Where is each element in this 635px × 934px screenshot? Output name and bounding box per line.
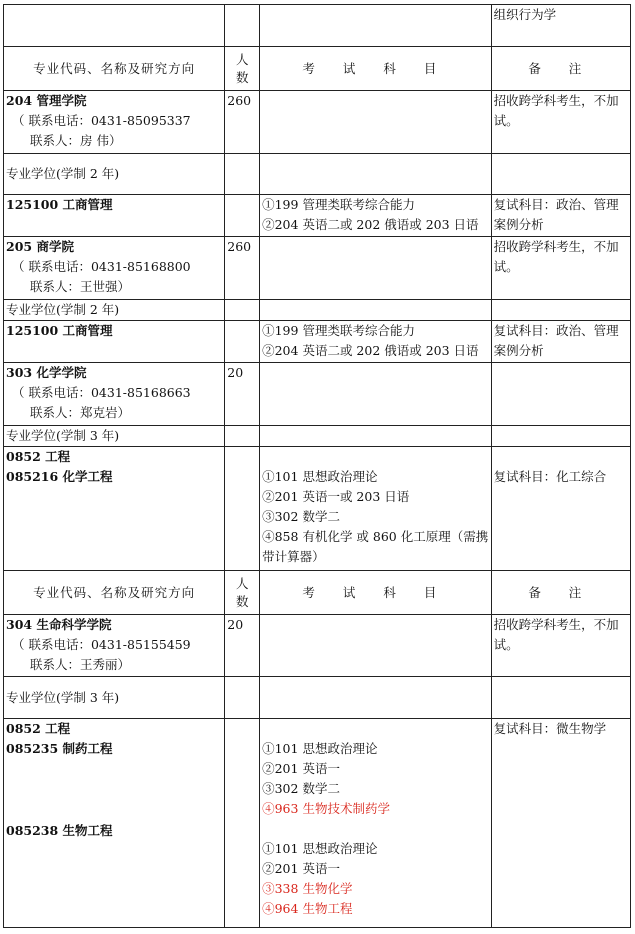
note-cell: 组织行为学 (491, 5, 630, 47)
note-cell: 招收跨学科考生，不加试。 (491, 237, 630, 300)
degree-cell: 专业学位(学制 3 年) (4, 677, 225, 719)
table-row (4, 363, 631, 426)
major-name: 085238 生物工程 (6, 823, 113, 838)
count-cell: 260 (225, 237, 260, 300)
table-row (4, 91, 631, 154)
major-cell (4, 719, 225, 928)
note-cell: 招收跨学科考生，不加试。 (491, 615, 630, 677)
count-cell: 260 (225, 91, 260, 154)
school-name: 204 管理学院 (6, 93, 87, 108)
degree-cell: 专业学位(学制 3 年) (4, 426, 225, 447)
table-row (4, 447, 631, 571)
table-row (4, 321, 631, 363)
school-name: 304 生命科学学院 (6, 617, 112, 632)
school-cell (4, 237, 225, 300)
table-header-row (4, 571, 631, 615)
school-contact: 联系人：郑克岩） (30, 405, 131, 420)
degree-cell: 专业学位(学制 2 年) (4, 154, 225, 195)
field-name: 0852 工程 (6, 721, 71, 736)
major-cell: 125100 工商管理 (4, 195, 225, 237)
major-cell: 125100 工商管理 (4, 321, 225, 363)
school-phone: （ 联系电话：0431-85168663 (12, 385, 191, 400)
exam-cell: ①101 思想政治理论 ②201 英语一 ③302 数学二 ④963 生物技术制药学 ①101 思想政治理论 ②201 英语一 ③338 生物化学 ④964 生物工程 (260, 719, 492, 928)
major-cell (4, 447, 225, 571)
major-name: 085216 化学工程 (6, 469, 113, 484)
header-note: 备 注 (491, 47, 630, 91)
school-name: 205 商学院 (6, 239, 74, 254)
header-exam: 考 试 科 目 (260, 571, 492, 615)
header-exam: 考 试 科 目 (260, 47, 492, 91)
exam-cell: ①101 思想政治理论 ②201 英语一或 203 日语 ③302 数学二 ④858 有机化学 或 860 化工原理（需携带计算器） (260, 447, 492, 571)
school-phone: （ 联系电话：0431-85168800 (12, 259, 191, 274)
school-contact: 联系人：房 伟） (30, 133, 122, 148)
table-row (4, 426, 631, 447)
degree-cell: 专业学位(学制 2 年) (4, 300, 225, 321)
note-cell: 复试科目：政治、管理案例分析 (491, 321, 630, 363)
header-count: 人 数 (225, 571, 260, 615)
table-row (4, 237, 631, 300)
exam-cell: ①199 管理类联考综合能力 ②204 英语二或 202 俄语或 203 日语 (260, 321, 492, 363)
school-cell (4, 615, 225, 677)
table-header-row (4, 47, 631, 91)
school-contact: 联系人：王世强） (30, 279, 131, 294)
school-cell (4, 363, 225, 426)
header-major: 专业代码、名称及研究方向 (4, 47, 225, 91)
exam-cell: ①199 管理类联考综合能力 ②204 英语二或 202 俄语或 203 日语 (260, 195, 492, 237)
admissions-table (3, 4, 631, 928)
table-row (4, 719, 631, 928)
school-name: 303 化学学院 (6, 365, 87, 380)
table-row (4, 5, 631, 47)
note-cell: 复试科目：微生物学 (491, 719, 630, 928)
table-row (4, 195, 631, 237)
header-major: 专业代码、名称及研究方向 (4, 571, 225, 615)
table-row (4, 300, 631, 321)
header-count: 人 数 (225, 47, 260, 91)
table-row (4, 154, 631, 195)
major-name: 085235 制药工程 (6, 741, 113, 756)
count-cell: 20 (225, 615, 260, 677)
count-cell: 20 (225, 363, 260, 426)
school-cell (4, 91, 225, 154)
note-cell: 复试科目：政治、管理案例分析 (491, 195, 630, 237)
table-row (4, 615, 631, 677)
note-cell: 招收跨学科考生，不加试。 (491, 91, 630, 154)
header-note: 备 注 (491, 571, 630, 615)
school-contact: 联系人：王秀丽） (30, 657, 131, 672)
school-phone: （ 联系电话：0431-85155459 (12, 637, 191, 652)
field-name: 0852 工程 (6, 449, 71, 464)
note-cell: 复试科目：化工综合 (491, 447, 630, 571)
school-phone: （ 联系电话：0431-85095337 (12, 113, 191, 128)
table-row (4, 677, 631, 719)
